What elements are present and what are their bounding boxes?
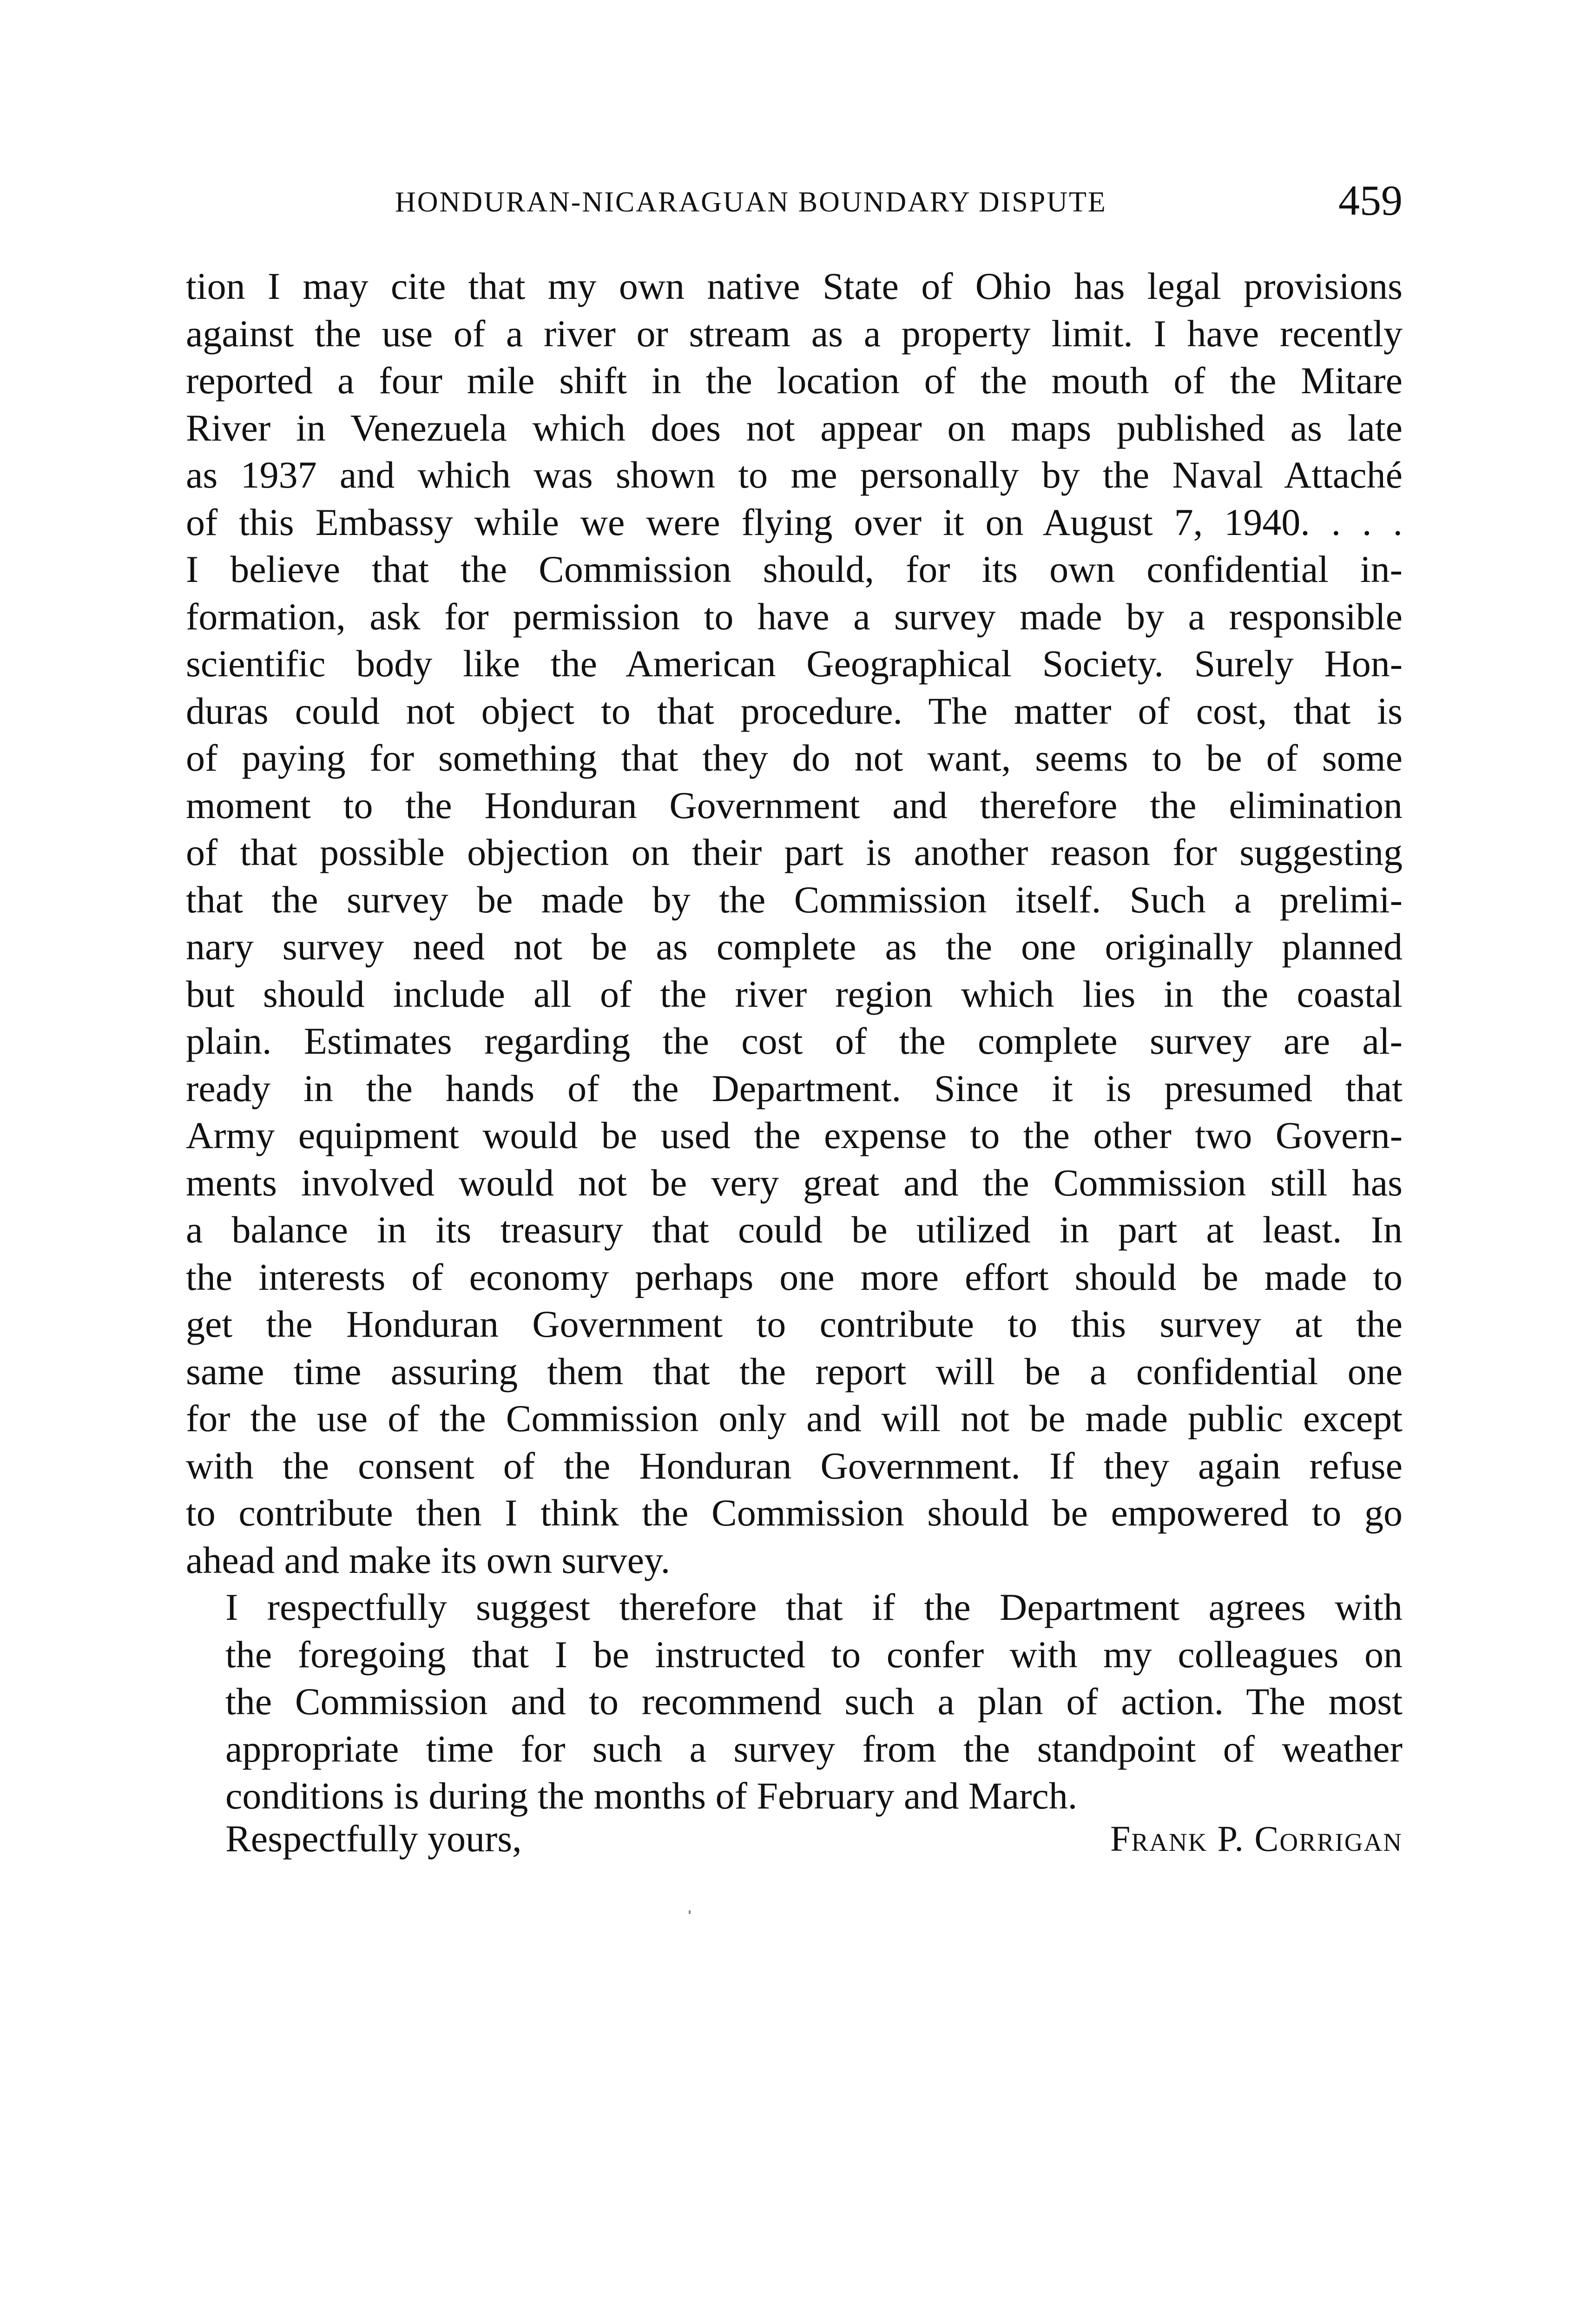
text-line: ready in the hands of the Department. Since it is presumed that — [186, 1067, 1403, 1109]
text-line: ahead and make its own survey. — [186, 1538, 671, 1581]
text-line: tion I may cite that my own native State of Ohio has legal provisions — [186, 265, 1403, 307]
text-line: nary survey need not be as complete as the one originally planned — [186, 925, 1403, 968]
text-line: of that possible objection on their part is another reason for suggesting — [186, 831, 1403, 873]
text-line: but should include all of the river region which lies in the coastal — [186, 972, 1403, 1015]
text-line: to contribute then I think the Commission should be empowered to go — [186, 1492, 1403, 1534]
text-line: a balance in its treasury that could be utilized in part at least. In — [186, 1208, 1403, 1251]
text-line: duras could not object to that procedure. The matter of cost, that is — [186, 689, 1403, 732]
text-line: River in Venezuela which does not appear on maps published as late — [186, 406, 1403, 449]
text-line: of paying for something that they do not want, seems to be of some — [186, 737, 1403, 779]
text-line: of this Embassy while we were flying over it on August 7, 1940. . . . — [186, 501, 1403, 543]
text-line: formation, ask for permission to have a survey made by a responsible — [186, 595, 1403, 638]
text-line: moment to the Honduran Government and therefore the elimination — [186, 784, 1403, 826]
text-line: conditions is during the months of February and March. — [225, 1775, 1078, 1817]
running-title: HONDURAN-NICARAGUAN BOUNDARY DISPUTE — [395, 186, 1107, 218]
text-line: for the use of the Commission only and will not be made public except — [186, 1397, 1403, 1439]
text-line: ments involved would not be very great and the Commission still has — [186, 1161, 1403, 1204]
text-line: the foregoing that I be instructed to confer with my colleagues on — [225, 1633, 1403, 1676]
text-line: the Commission and to recommend such a plan of action. The most — [225, 1680, 1403, 1723]
text-line: with the consent of the Honduran Government. If they again refuse — [186, 1444, 1403, 1487]
text-line: as 1937 and which was shown to me personally by the Naval Attaché — [186, 454, 1403, 496]
text-line: that the survey be made by the Commission itself. Such a prelimi- — [186, 878, 1403, 921]
text-line: same time assuring them that the report will be a confidential one — [186, 1350, 1403, 1393]
text-line: reported a four mile shift in the location of the mouth of the Mitare — [186, 359, 1403, 402]
page-number: 459 — [1338, 177, 1403, 224]
text-line: against the use of a river or stream as a property limit. I have recently — [186, 312, 1403, 355]
paragraph-2 — [186, 1584, 1403, 1820]
text-line: I respectfully suggest therefore that if the Department agrees with — [225, 1586, 1403, 1628]
scan-speck — [689, 1910, 691, 1914]
closing-salutation: Respectfully yours, — [225, 1817, 522, 1860]
text-line: plain. Estimates regarding the cost of the complete survey are al- — [186, 1020, 1403, 1062]
body-text — [186, 263, 1403, 1820]
text-line: get the Honduran Government to contribute to this survey at the — [186, 1303, 1403, 1345]
text-line: Army equipment would be used the expense to the other two Govern- — [186, 1114, 1403, 1156]
text-line: I believe that the Commission should, for its own confidential in- — [186, 548, 1403, 590]
text-line: appropriate time for such a survey from the standpoint of weather — [225, 1727, 1403, 1770]
text-line: the interests of economy perhaps one more effort should be made to — [186, 1255, 1403, 1298]
signer-name: Frank P. Corrigan — [1110, 1818, 1403, 1859]
text-line: scientific body like the American Geographical Society. Surely Hon- — [186, 642, 1403, 685]
paragraph-1 — [186, 263, 1403, 1584]
